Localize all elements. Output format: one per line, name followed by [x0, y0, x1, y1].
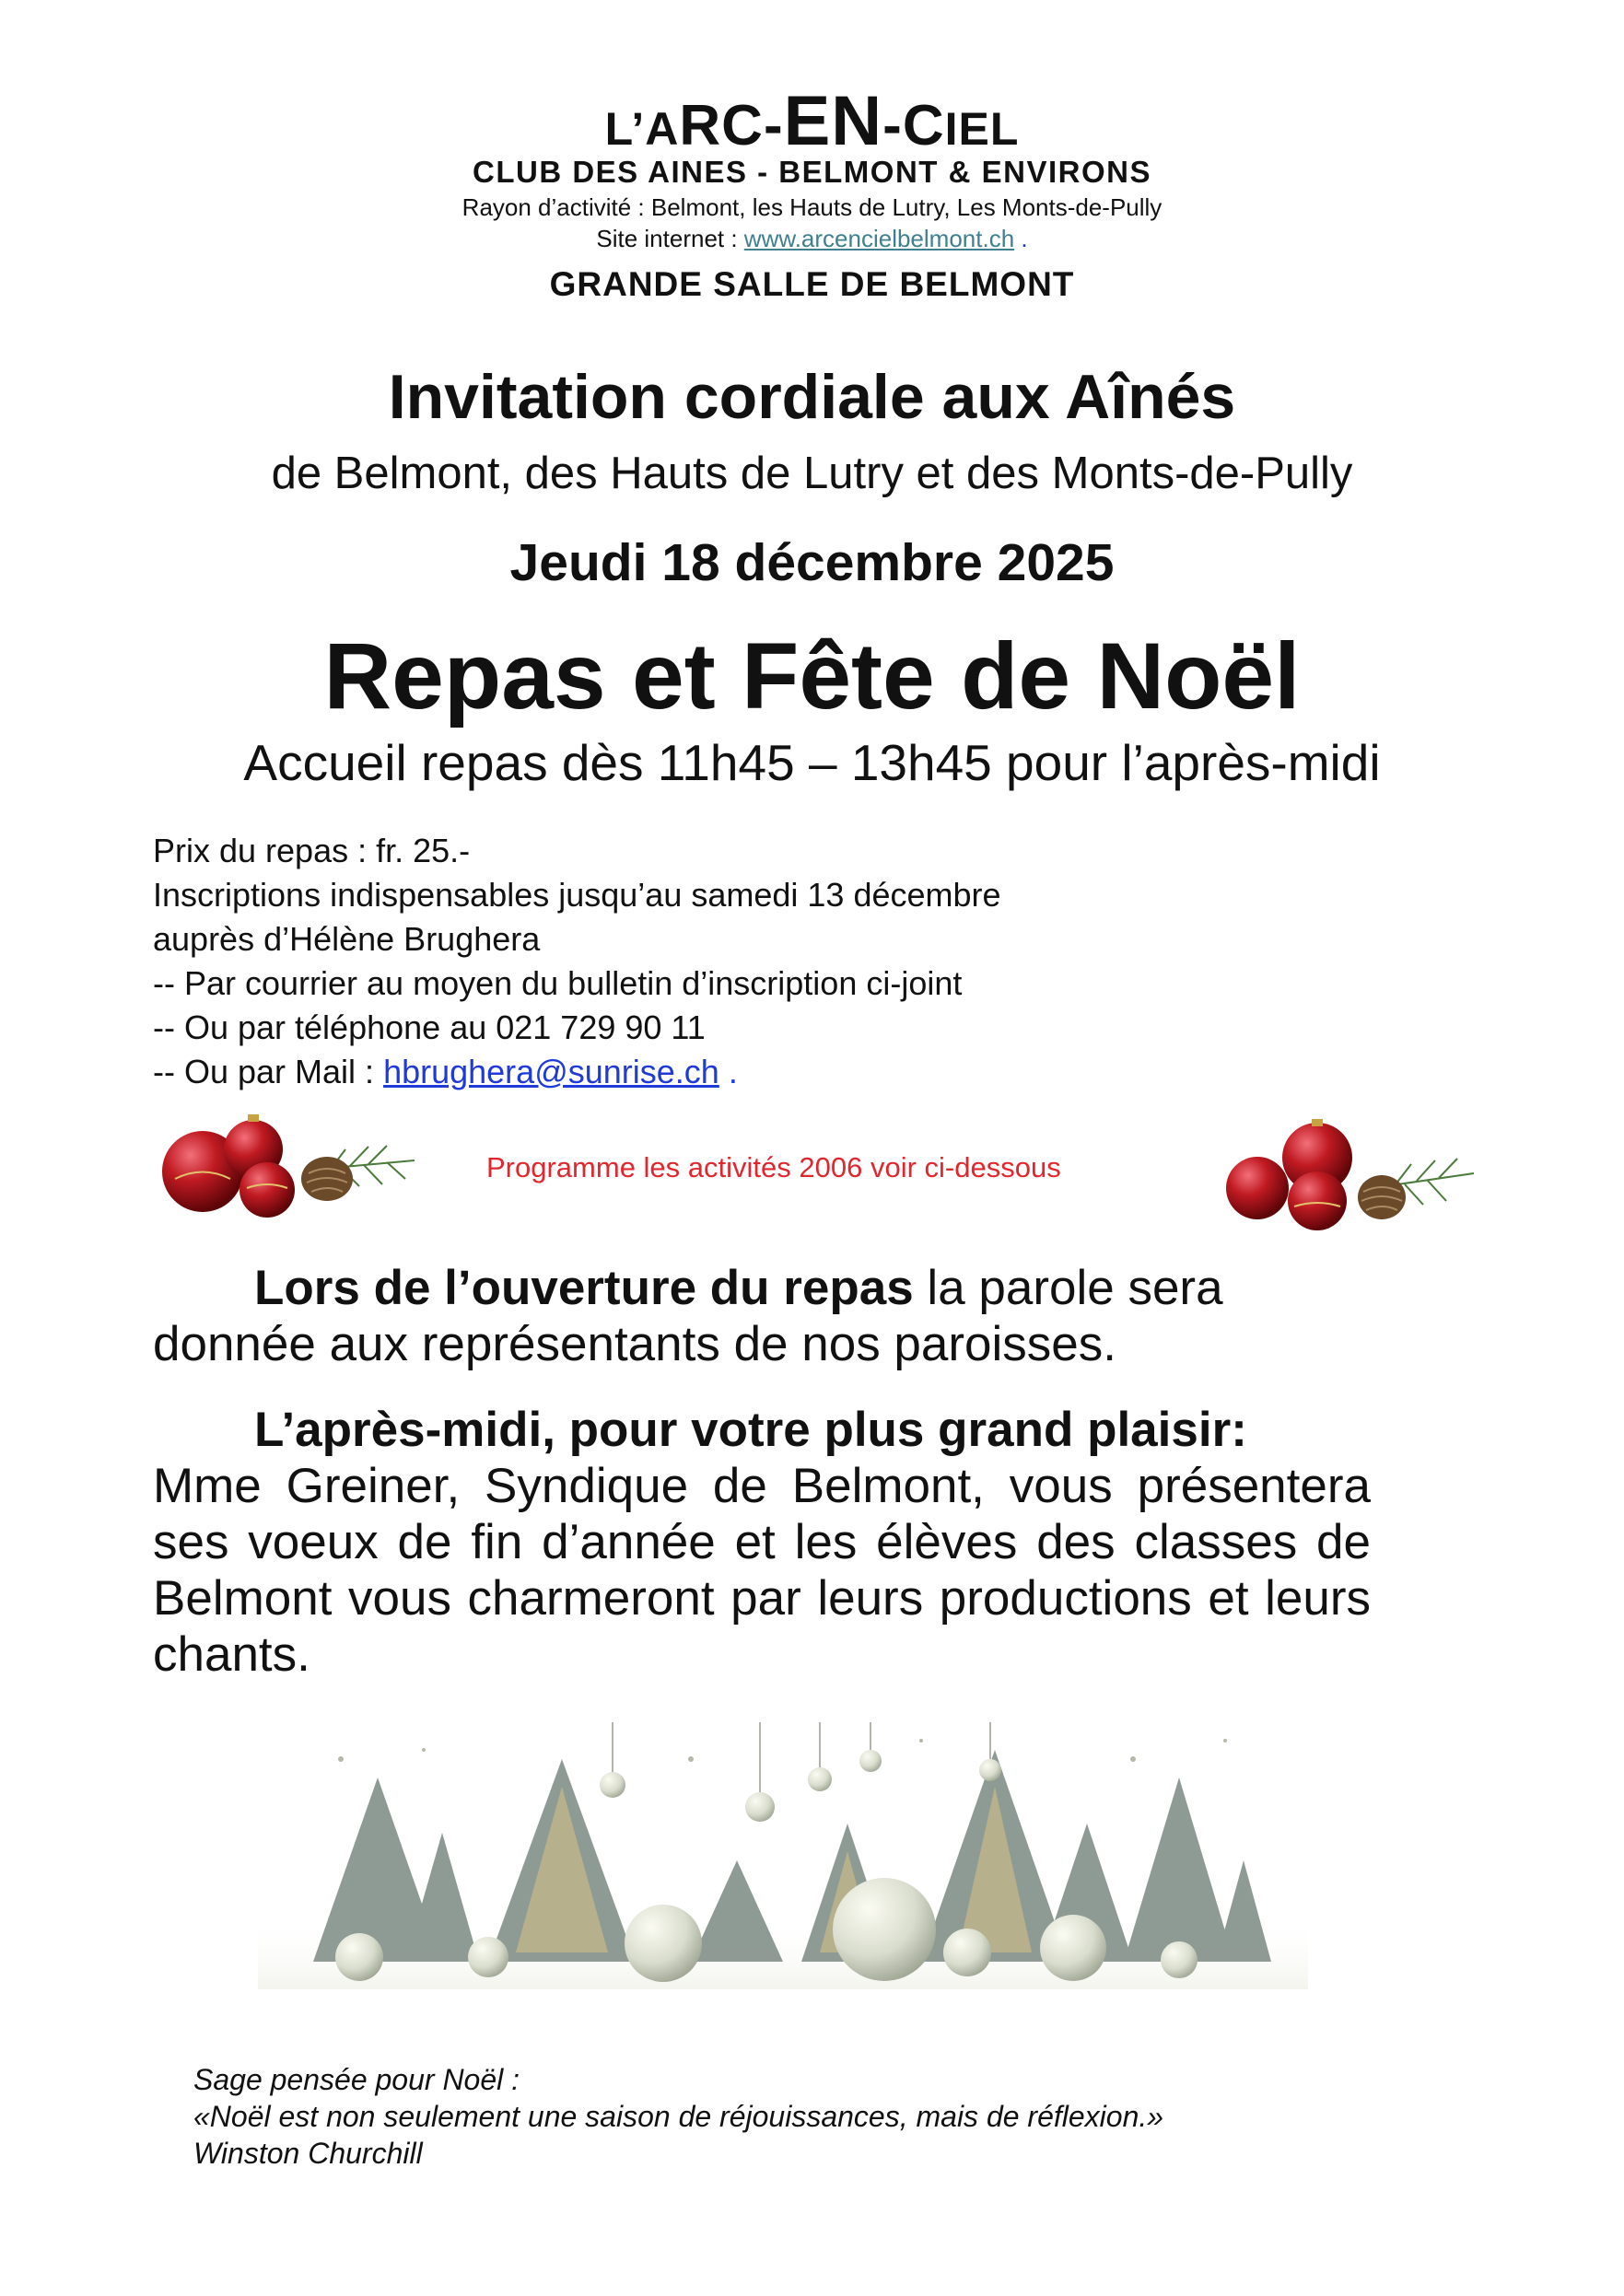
registration-info [153, 829, 1258, 1094]
price-line: Prix du repas : fr. 25.- [153, 832, 471, 869]
schedule-line: Accueil repas dès 11h45 – 13h45 pour l’après-midi [243, 734, 1381, 791]
website-line: Site internet : www.arcencielbelmont.ch . [596, 225, 1028, 252]
event-title: Repas et Fête de Noël [323, 624, 1301, 728]
club-subtitle: CLUB DES AINES - BELMONT & ENVIRONS [473, 155, 1151, 189]
invitation-title: Invitation cordiale aux Aînés [388, 362, 1236, 432]
christmas-quote [193, 2061, 1163, 2172]
phone-option: -- Ou par téléphone au 021 729 90 11 [153, 1008, 706, 1046]
programme-note: Programme les activités 2006 voir ci-dessous [486, 1151, 1061, 1183]
quote-text: «Noël est non seulement une saison de réjouissances, mais de réflexion.» [193, 2100, 1164, 2133]
quote-intro: Sage pensée pour Noël : [193, 2063, 520, 2096]
winter-trees-illustration-icon [258, 1722, 1308, 1989]
christmas-baubles-right-icon [1207, 1116, 1483, 1236]
event-date: Jeudi 18 décembre 2025 [509, 533, 1115, 592]
contact-person: auprès d’Hélène Brughera [153, 920, 541, 958]
registration-deadline: Inscriptions indispensables jusqu’au samedi 13 décembre [153, 876, 1001, 914]
afternoon-paragraph: L’après-midi, pour votre plus grand plaisir: Mme Greiner, Syndique de Belmont, vous présentera ses voeux de fin d’année et les élèves des classes de Belmont vous charmeront par leurs productions et leurs chants. [153, 1403, 1371, 1682]
website-link[interactable]: www.arcencielbelmont.ch [743, 225, 1015, 252]
mail-option: -- Par courrier au moyen du bulletin d’inscription ci-joint [153, 964, 963, 1002]
communes-line: de Belmont, des Hauts de Lutry et des Monts-de-Pully [271, 449, 1353, 498]
club-name: L’ARC-EN-CIEL [604, 82, 1020, 160]
email-link[interactable]: hbrughera@sunrise.ch [383, 1053, 719, 1090]
quote-author: Winston Churchill [193, 2137, 423, 2170]
opening-paragraph: Lors de l’ouverture du repas la parole sera donnée aux représentants de nos paroisses. [153, 1261, 1223, 1371]
christmas-baubles-left-icon [138, 1105, 433, 1225]
venue-title: GRANDE SALLE DE BELMONT [549, 265, 1075, 303]
email-option: -- Ou par Mail : hbrughera@sunrise.ch . [153, 1053, 738, 1090]
activity-area: Rayon d’activité : Belmont, les Hauts de Lutry, Les Monts-de-Pully [461, 193, 1163, 221]
